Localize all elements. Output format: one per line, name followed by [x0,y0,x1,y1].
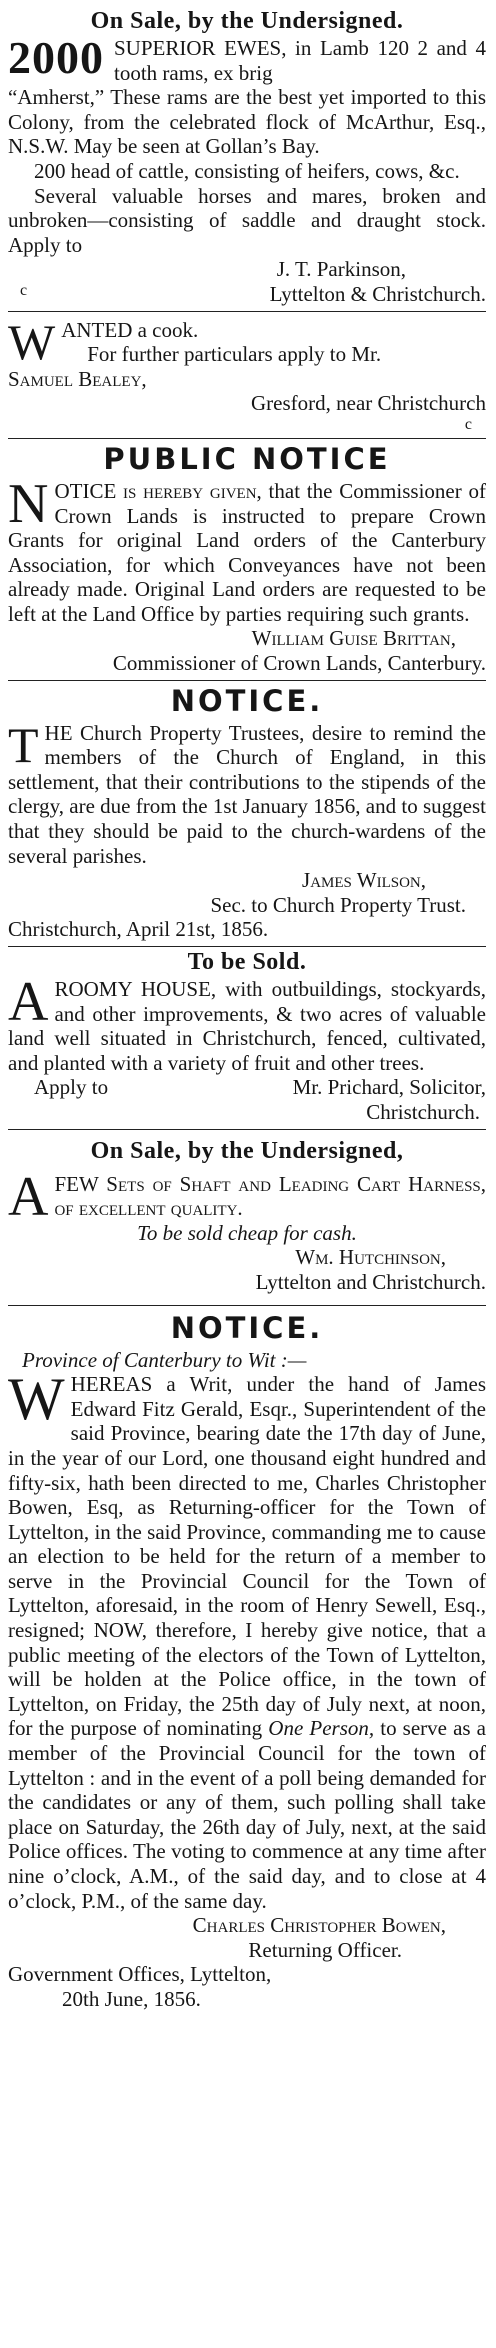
ad-house-sale [8,947,486,1130]
signature-name: James Wilson, [302,868,426,893]
apply-text: Apply to [34,1075,109,1100]
ad-heading: PUBLIC NOTICE [103,441,391,476]
ad-body: For further particulars apply to Mr. [87,342,382,367]
signature-title: Returning Officer. [248,1937,402,1962]
ad-body: “Amherst,” These rams are the best yet imported to this Colony, from the celebrated flock of McArthur, Esq., N.S.W. May be seen at Gollan’s Bay. [8,85,486,159]
signature-line [8,282,486,307]
signature-name: Wm. Hutchinson, [295,1245,446,1270]
drop-cap: W [8,1366,65,1433]
signature-name: William Guise Brittan, [251,626,456,651]
drop-cap: A [8,1165,49,1228]
ad-election-notice [8,1306,486,2012]
drop-cap: T [8,716,39,773]
quantity-number: 2000 [8,32,104,83]
printer-mark: c [20,281,28,299]
ad-body: A FEW Sets of Shaft and Leading Cart Harness, of excellent quality. [8,1165,486,1228]
ad-body: WHEREAS a Writ, under the hand of James Edward Fitz Gerald, Esqr., Superintendent of the said Province, bearing date the 17th day of June, in the year of our Lord, one thousand eight hundred and fifty-six, hath been directed to me, Charles Christopher Bowen, Esq, as Returning-officer for the Town of Lyttelton, in the said Province, commanding me to cause an election to be held for the return of a member to serve in the Provincial Council for the Town of Lyttelton, aforesaid, in the room of Henry Sewell, Esq., resigned; NOW, therefore, I hereby give notice, that a public meeting of the electors of the Town of Lyttelton, will be holden at the Police office, in the town of Lyttelton, on Friday, the 25th day of July next, at noon, for the purpose of nominating One Person, to serve as a member of the Provincial Council for the town of Lyttelton : and in the event of a poll being demanded for the candidates or any of them, such polling shall take place on Saturday, the 26th day of July, next, at the said Police offices. The voting to commence at any time after nine o’clock, A.M., of the said day, and to close at 4 o’clock, P.M., of the same day. [8,1366,487,1913]
ad-wanted-cook [8,312,486,439]
ad-heading: NOTICE. [170,1310,324,1345]
drop-cap: N [8,472,49,535]
date-line: Christchurch, April 21st, 1856. [8,917,269,942]
signature-place: Lyttelton & Christchurch. [269,281,486,306]
ad-body: SUPERIOR EWES, in Lamb 120 2 and 4 tooth rams, ex brig [114,36,486,85]
signature-title: Commissioner of Crown Lands, Canterbury. [112,651,486,676]
ad-heading: On Sale, by the Undersigned, [90,1137,404,1164]
ad-heading: To be Sold. [187,949,307,975]
signature-place: Gresford, near Christchurch [251,391,486,416]
date-line: 20th June, 1856. [62,1986,201,2011]
ad-body: Several valuable horses and mares, broken and unbroken—consisting of saddle and draught stock. Apply to [8,183,486,257]
ad-body: WANTED a cook. [8,313,199,370]
signature-place: Lyttelton and Christchurch. [255,1269,486,1294]
ad-body: THE Church Property Trustees, desire to remind the members of the Church of England, in this settlement, that their contributions to the stipends of the clergy, are due from the 1st January 1856, and to suggest that they should be paid to the church-wardens of the several parishes. [8,716,486,868]
ad-body: NOTICE is hereby given, that the Commissioner of Crown Lands is instructed to prepare Crown Grants for original Land orders of the Canterbury Association, for which Conveyances have not been already made. Original Land orders are requested to be left at the Land Office by parties requiring such grants. [8,472,486,626]
ad-lead [8,32,486,85]
ad-heading: On Sale, by the Undersigned. [90,8,404,34]
ad-note: To be sold cheap for cash. [137,1220,357,1245]
office-line: Government Offices, Lyttelton, [8,1962,272,1987]
signature-title: Sec. to Church Property Trust. [210,892,466,917]
ad-public-notice [8,439,486,681]
signature-place: Christchurch. [366,1099,480,1124]
contact-name: Samuel Bealey, [8,366,147,391]
signature-name: J. T. Parkinson, [276,257,406,282]
drop-cap: W [8,313,56,370]
contact-name: Mr. Prichard, Solicitor, [292,1075,486,1100]
ad-body: 200 head of cattle, consisting of heifers, cows, &c. [34,158,460,183]
signature-name: Charles Christopher Bowen, [192,1913,446,1938]
ad-body: A ROOMY HOUSE, with outbuildings, stockyards, and other improvements, & two acres of valuable land well situated in Christchurch, fenced, cultivated, and planted with a variety of fruit and other trees. [8,971,486,1075]
contact-line [8,1075,486,1100]
ad-subheading: Province of Canterbury to Wit :— [22,1347,307,1372]
ad-heading: NOTICE. [170,683,324,718]
drop-cap: A [8,971,49,1033]
ad-harness-sale [8,1130,486,1306]
ad-sale-ewes [8,6,486,312]
ad-church-notice [8,681,486,947]
printer-mark: c [464,415,472,433]
